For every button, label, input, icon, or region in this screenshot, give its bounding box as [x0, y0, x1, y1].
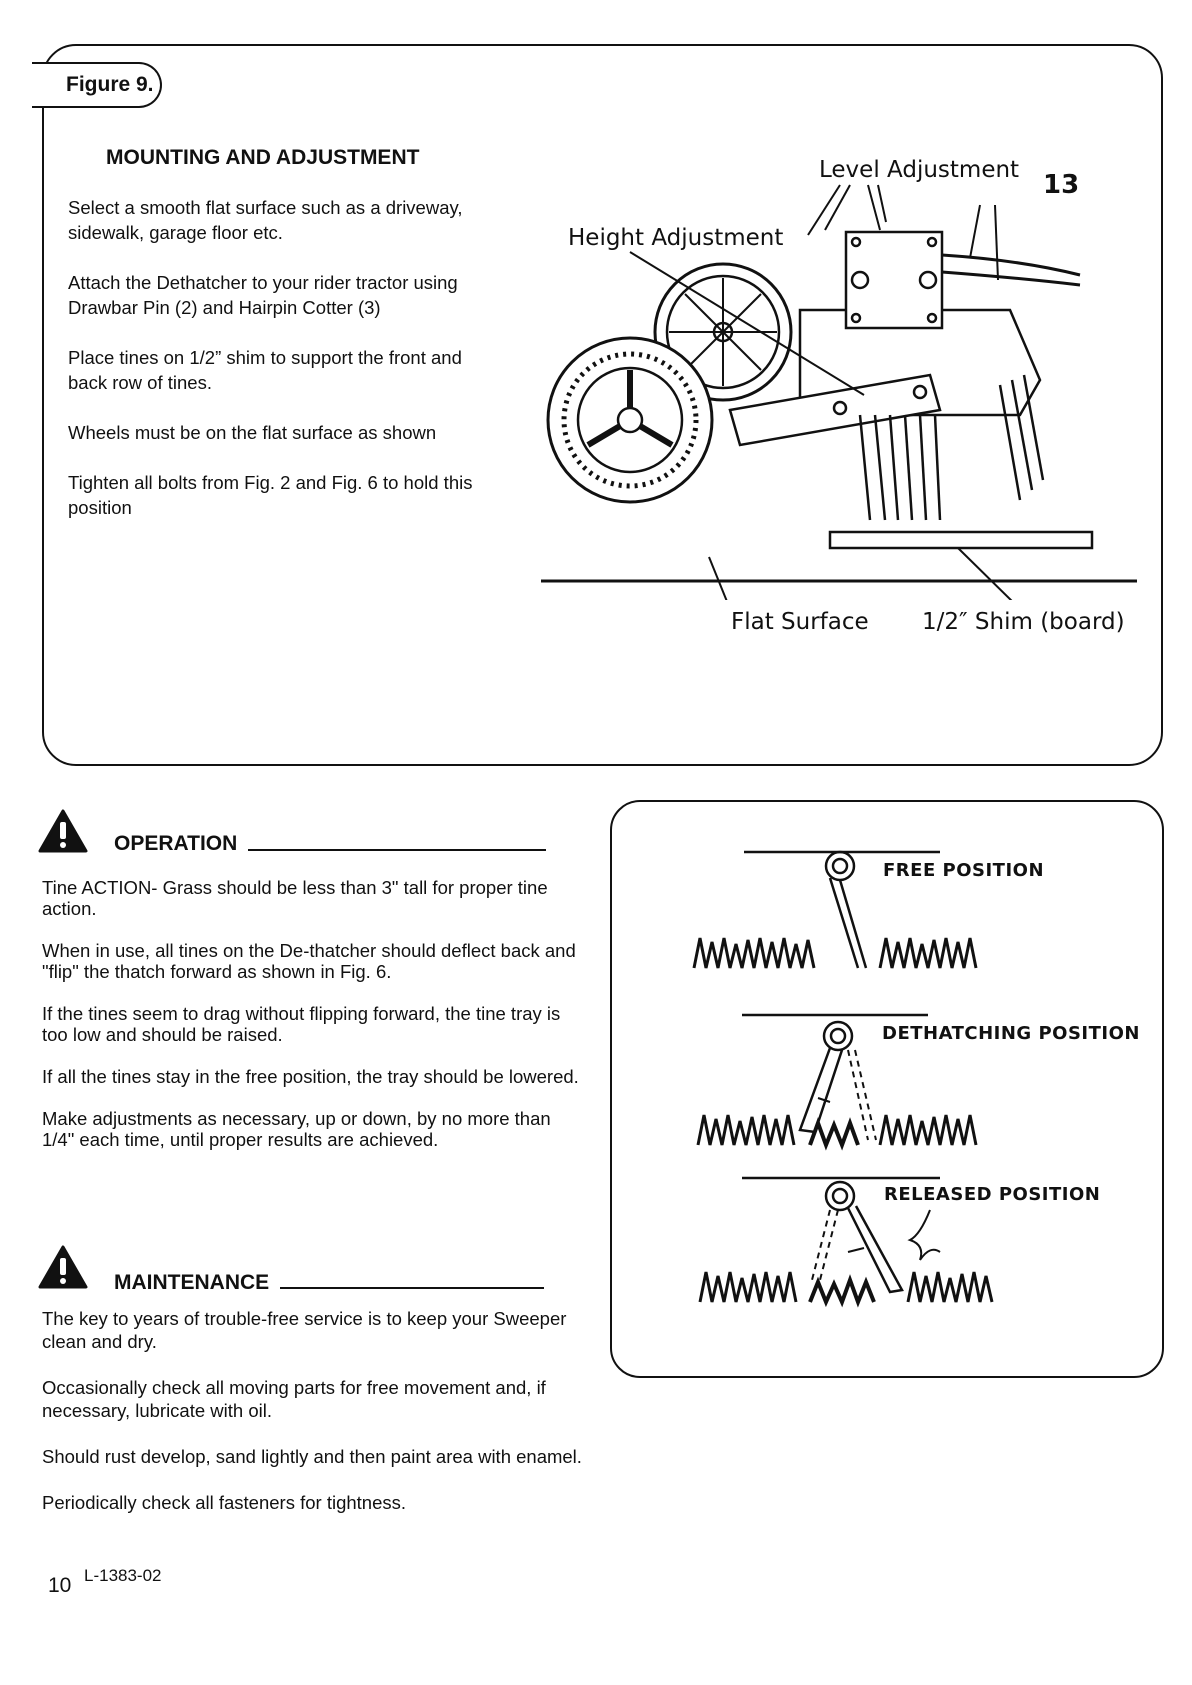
operation-paragraph: When in use, all tines on the De-thatcher should deflect back and "flip" the thatch forward as shown in Fig. 6.	[42, 940, 576, 982]
page-number: 10	[48, 1574, 72, 1597]
released-position-label: RELEASED POSITION	[884, 1184, 1101, 1205]
mounting-paragraph: Wheels must be on the flat surface as shown	[68, 422, 437, 443]
mounting-paragraph: Place tines on 1/2” shim to support the front and back row of tines.	[68, 347, 462, 393]
warning-icon	[38, 809, 88, 853]
flat-surface-callout: Flat Surface	[731, 609, 869, 635]
mounting-instructions	[68, 195, 538, 545]
maintenance-title: MAINTENANCE	[114, 1271, 270, 1294]
tine-positions-illustration	[690, 840, 1030, 1320]
free-position-label: FREE POSITION	[883, 860, 1045, 881]
operation-text	[42, 877, 582, 1171]
maintenance-paragraph: Should rust develop, sand lightly and then paint area with enamel.	[42, 1446, 582, 1467]
mounting-title: MOUNTING AND ADJUSTMENT	[106, 146, 420, 169]
maintenance-paragraph: Occasionally check all moving parts for free movement and, if necessary, lubricate with oil.	[42, 1377, 546, 1421]
operation-paragraph: Tine ACTION- Grass should be less than 3" tall for proper tine action.	[42, 877, 548, 919]
maintenance-text	[42, 1307, 587, 1537]
height-adjustment-callout: Height Adjustment	[568, 225, 784, 251]
figure-label: Figure 9.	[32, 62, 162, 108]
operation-rule	[248, 849, 546, 851]
mounting-paragraph: Tighten all bolts from Fig. 2 and Fig. 6 to hold this position	[68, 472, 473, 518]
operation-paragraph: If all the tines stay in the free position, the tray should be lowered.	[42, 1066, 579, 1087]
part-number-callout: 13	[1043, 170, 1080, 200]
level-adjustment-callout: Level Adjustment	[819, 157, 1020, 183]
mounting-paragraph: Select a smooth flat surface such as a driveway, sidewalk, garage floor etc.	[68, 197, 463, 243]
mounting-paragraph: Attach the Dethatcher to your rider tractor using Drawbar Pin (2) and Hairpin Cotter (3)	[68, 272, 458, 318]
operation-paragraph: If the tines seem to drag without flipping forward, the tine tray is too low and should be raised.	[42, 1003, 561, 1045]
operation-paragraph: Make adjustments as necessary, up or down, by no more than 1/4" each time, until proper results are achieved.	[42, 1108, 551, 1150]
maintenance-paragraph: The key to years of trouble-free service is to keep your Sweeper clean and dry.	[42, 1308, 567, 1352]
warning-icon	[38, 1245, 88, 1289]
maintenance-rule	[280, 1287, 544, 1289]
shim-callout: 1/2″ Shim (board)	[922, 609, 1125, 635]
dethatching-position-label: DETHATCHING POSITION	[882, 1023, 1140, 1044]
maintenance-paragraph: Periodically check all fasteners for tightness.	[42, 1492, 407, 1513]
document-code: L-1383-02	[84, 1566, 162, 1585]
operation-title: OPERATION	[114, 832, 238, 855]
